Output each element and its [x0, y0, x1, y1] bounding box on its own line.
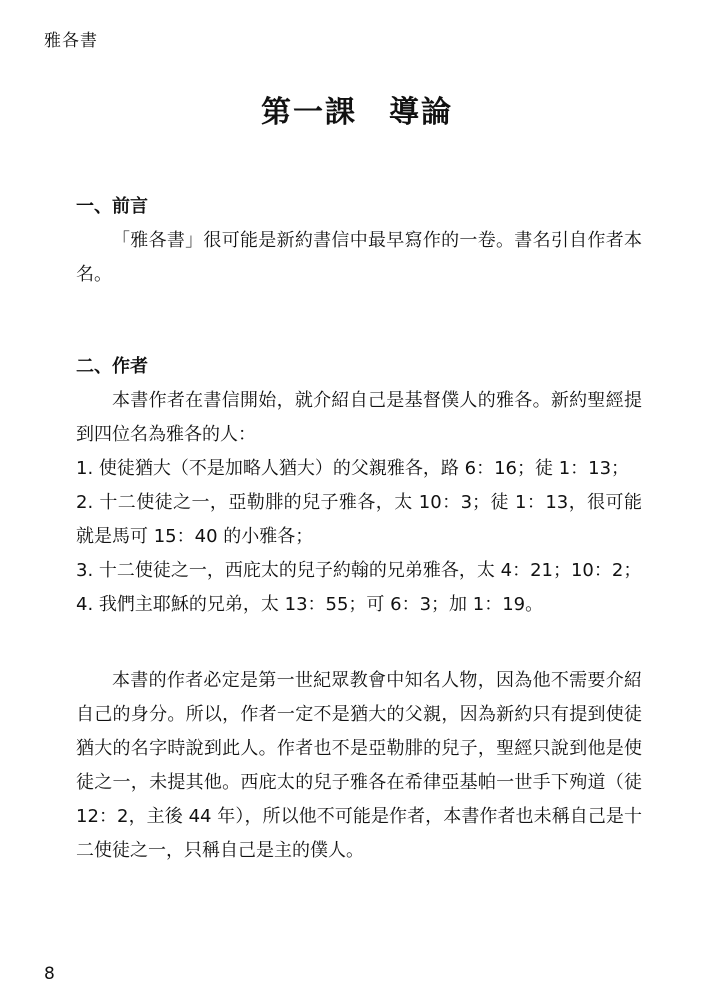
- list: [76, 452, 642, 622]
- list-item: 1. 使徒猶大（不是加略人猶大）的父親雅各，路 6：16；徒 1：13；: [76, 458, 630, 479]
- list-item: 3. 十二使徒之一，西庇太的兒子約翰的兄弟雅各，太 4：21；10：2；: [76, 560, 642, 581]
- section-heading: 一、前言: [76, 196, 148, 217]
- page-number: 8: [44, 964, 55, 984]
- section-author: [76, 350, 642, 868]
- chapter-title: 第一課 導論: [261, 95, 453, 130]
- paragraph: 「雅各書」很可能是新約書信中最早寫作的一卷。書名引自作者本名。: [76, 230, 642, 285]
- running-header: 雅各書: [44, 31, 98, 51]
- paragraph: 本書作者在書信開始，就介紹自己是基督僕人的雅各。新約聖經提到四位名為雅各的人：: [76, 390, 642, 445]
- page-body: [76, 190, 642, 868]
- section-heading: 二、作者: [76, 356, 148, 377]
- list-item: 4. 我們主耶穌的兄弟，太 13：55；可 6：3；加 1：19。: [76, 594, 544, 615]
- paragraph: 本書的作者必定是第一世紀眾教會中知名人物，因為他不需要介紹自己的身分。所以，作者一定不是猶大的父親，因為新約只有提到使徒猶大的名字時說到此人。作者也不是亞勒腓的兒子，聖經只說到他是使徒之一，未提其他。西庇太的兒子雅各在希律亞基帕一世手下殉道（徒 12：2，主後 44 年），所以他不可能是作者，本書作者也未稱自己是十二使徒之一，只稱自己是主的僕人。: [76, 670, 642, 861]
- section-intro: [76, 190, 642, 292]
- list-item: 2. 十二使徒之一，亞勒腓的兒子雅各，太 10：3；徒 1：13，很可能就是馬可 15：40 的小雅各；: [76, 492, 642, 547]
